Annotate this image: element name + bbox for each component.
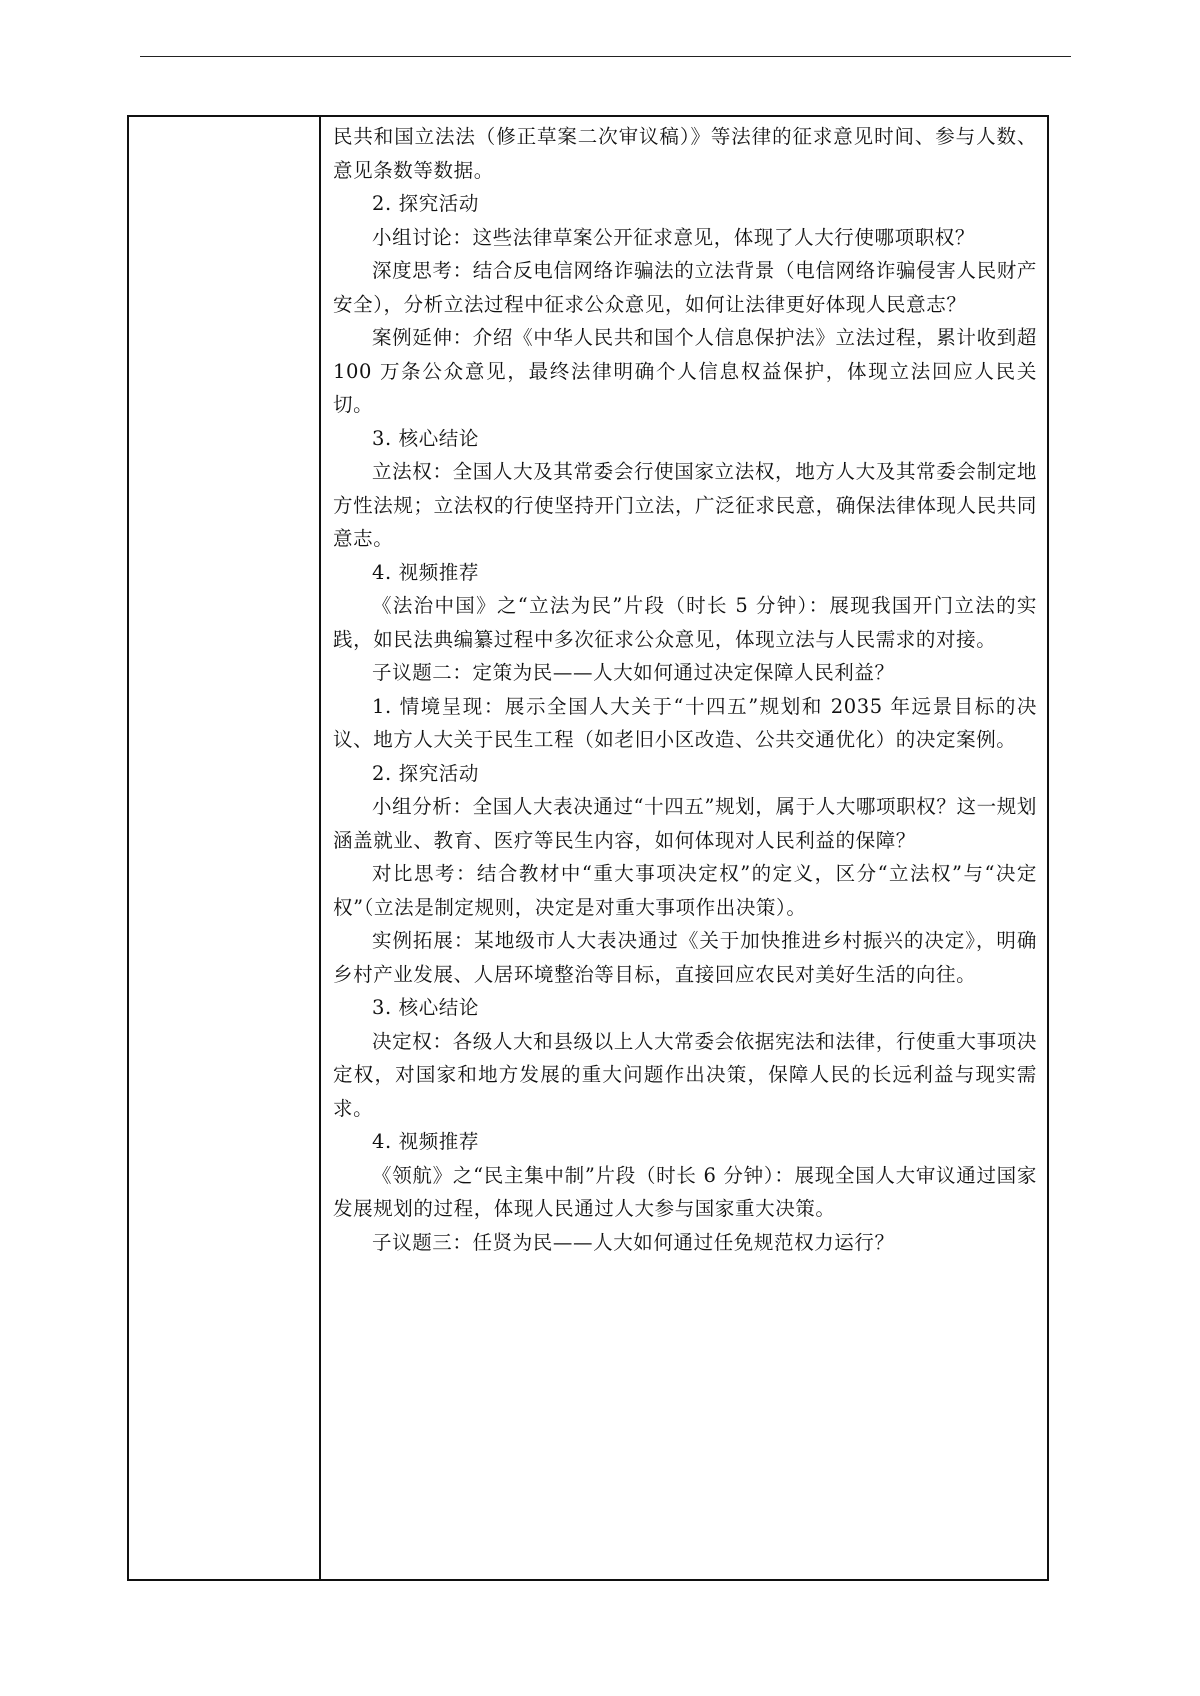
paragraph: 民共和国立法法（修正草案二次审议稿）》等法律的征求意见时间、参与人数、意见条数等数据。 (333, 125, 1037, 182)
section-heading: 2. 探究活动 (372, 761, 480, 785)
paragraph: 决定权：各级人大和县级以上人大常委会依据宪法和法律，行使重大事项决定权，对国家和地方发展的重大问题作出决策，保障人民的长远利益与现实需求。 (333, 1029, 1037, 1120)
section-heading: 4. 视频推荐 (372, 1130, 480, 1153)
subtopic-heading: 子议题二：定策为民——人大如何通过决定保障人民利益？ (372, 661, 895, 684)
table-content-cell (333, 117, 1037, 1259)
section-heading: 4. 视频推荐 (372, 560, 480, 584)
section-heading: 3. 核心结论 (372, 426, 480, 450)
paragraph: 《法治中国》之“立法为民”片段（时长 5 分钟）：展现我国开门立法的实践，如民法典编纂过程中多次征求公众意见，体现立法与人民需求的对接。 (333, 594, 1037, 651)
paragraph: 实例拓展：某地级市人大表决通过《关于加快推进乡村振兴的决定》，明确乡村产业发展、人居环境整治等目标，直接回应农民对美好生活的向往。 (333, 929, 1037, 986)
subtopic-heading: 子议题三：任贤为民——人大如何通过任免规范权力运行？ (372, 1230, 895, 1254)
paragraph: 《领航》之“民主集中制”片段（时长 6 分钟）：展现全国人大审议通过国家发展规划的过程，体现人民通过人大参与国家重大决策。 (333, 1163, 1037, 1220)
header-rule (140, 56, 1071, 57)
paragraph: 立法权：全国人大及其常委会行使国家立法权，地方人大及其常委会制定地方性法规；立法权的行使坚持开门立法，广泛征求民意，确保法律体现人民共同意志。 (333, 460, 1037, 550)
section-heading: 2. 探究活动 (372, 192, 480, 215)
paragraph: 案例延伸：介绍《中华人民共和国个人信息保护法》立法过程，累计收到超 100 万条公众意见，最终法律明确个人信息权益保护，体现立法回应人民关切。 (333, 326, 1037, 416)
section-heading: 3. 核心结论 (372, 996, 480, 1019)
paragraph: 1. 情境呈现：展示全国人大关于“十四五”规划和 2035 年远景目标的决议、地方人大关于民生工程（如老旧小区改造、公共交通优化）的决定案例。 (333, 694, 1037, 751)
lesson-table (127, 115, 1049, 1581)
table-left-cell (129, 117, 321, 1579)
paragraph: 深度思考：结合反电信网络诈骗法的立法背景（电信网络诈骗侵害人民财产安全），分析立法过程中征求公众意见，如何让法律更好体现人民意志？ (333, 259, 1037, 316)
paragraph: 小组分析：全国人大表决通过“十四五”规划，属于人大哪项职权？这一规划涵盖就业、教育、医疗等民生内容，如何体现对人民利益的保障？ (333, 795, 1037, 852)
paragraph: 对比思考：结合教材中“重大事项决定权”的定义，区分“立法权”与“决定权”（立法是制定规则，决定是对重大事项作出决策）。 (333, 862, 1037, 919)
paragraph: 小组讨论：这些法律草案公开征求意见，体现了人大行使哪项职权？ (372, 225, 976, 249)
